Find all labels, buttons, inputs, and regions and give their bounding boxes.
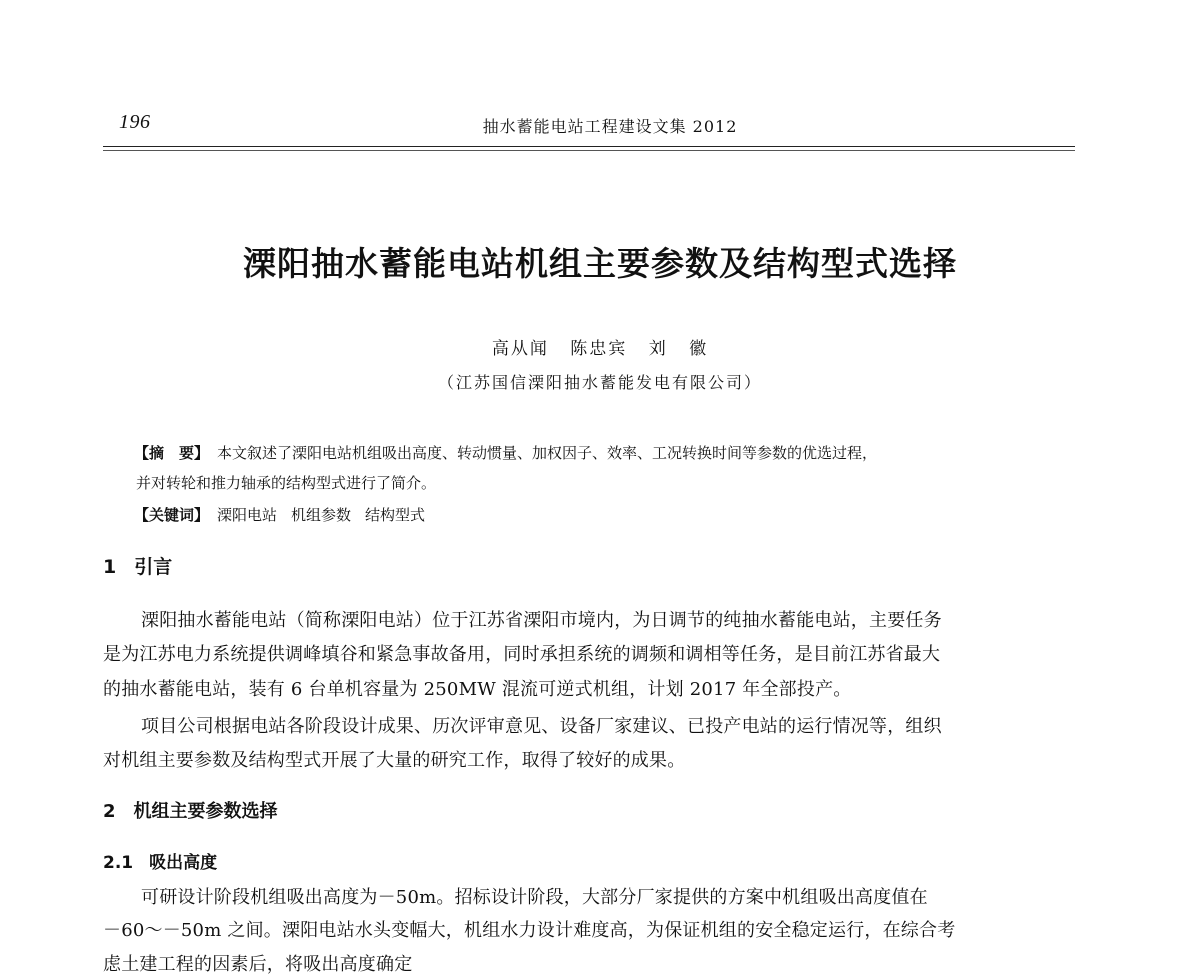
abstract-text: 本文叙述了溧阳电站机组吸出高度、转动惯量、加权因子、效率、工况转换时间等参数的优选过程， (217, 444, 878, 462)
page-number: 196 (119, 111, 151, 133)
body-text-line: 是为江苏电力系统提供调峰填谷和紧急事故备用，同时承担系统的调频和调相等任务，是目前江苏省最大 (103, 644, 941, 665)
body-text-line: 可研设计阶段机组吸出高度为－50m。招标设计阶段，大部分厂家提供的方案中机组吸出高度值在 (141, 887, 928, 908)
subsection-title: 吸出高度 (149, 853, 218, 873)
section-heading (103, 797, 278, 823)
section-heading (103, 552, 172, 579)
affiliation: （江苏国信溧阳抽水蓄能发电有限公司） (437, 373, 762, 392)
body-text-line: －60～－50m 之间。溧阳电站水头变幅大，机组水力设计难度高，为保证机组的安全稳定运行，在综合考 (103, 920, 956, 941)
author: 陈忠宾 (570, 339, 628, 359)
body-text-line: 对机组主要参数及结构型式开展了大量的研究工作，取得了较好的成果。 (103, 750, 686, 771)
abstract (134, 442, 1074, 463)
author: 高从闻 (491, 339, 549, 359)
body-text-line: 项目公司根据电站各阶段设计成果、历次评审意见、设备厂家建议、已投产电站的运行情况等，组织 (141, 716, 942, 737)
subsection-number: 2.1 (103, 853, 134, 873)
section-title: 引言 (134, 556, 173, 578)
keyword: 机组参数 (291, 506, 352, 524)
subsection-heading (103, 848, 217, 873)
abstract-continuation: 并对转轮和推力轴承的结构型式进行了简介。 (136, 474, 437, 492)
section-number: 2 (103, 801, 116, 822)
header-rule-secondary (103, 150, 1075, 151)
journal-title: 抽水蓄能电站工程建设文集 2012 (482, 117, 738, 136)
keyword: 溧阳电站 (217, 506, 278, 524)
header-rule (103, 146, 1075, 147)
author: 徽 (689, 339, 709, 359)
paper-title: 溧阳抽水蓄能电站机组主要参数及结构型式选择 (243, 244, 957, 283)
body-text-line: 的抽水蓄能电站，装有 6 台单机容量为 250MW 混流可逆式机组，计划 2017 年全部投产。 (103, 679, 852, 700)
author: 刘 (648, 339, 668, 359)
body-text-line: 虑土建工程的因素后，将吸出高度确定 (103, 954, 413, 975)
section-title: 机组主要参数选择 (133, 801, 278, 822)
keywords (134, 504, 1074, 525)
keywords-label: 【关键词】 (134, 506, 210, 524)
author-list (100, 334, 1100, 359)
section-number: 1 (103, 556, 117, 578)
abstract-label: 【摘 要】 (134, 444, 210, 462)
body-text-line: 溧阳抽水蓄能电站（简称溧阳电站）位于江苏省溧阳市境内，为日调节的纯抽水蓄能电站，主要任务 (141, 610, 942, 631)
keyword: 结构型式 (365, 506, 426, 524)
